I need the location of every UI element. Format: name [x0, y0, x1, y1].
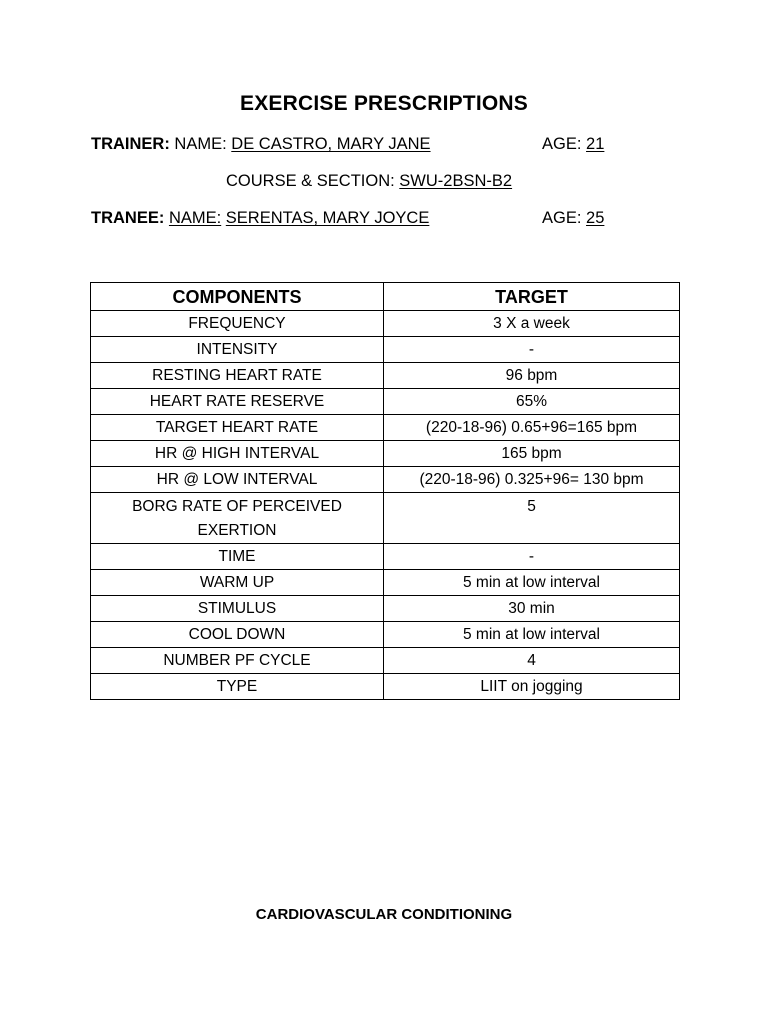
component-cell: HR @ LOW INTERVAL [91, 467, 384, 493]
table-header-row [91, 283, 680, 311]
tranee-name-value: SERENTAS, MARY JOYCE [225, 209, 430, 227]
prescription-table [90, 282, 680, 700]
tranee-age [542, 209, 604, 228]
table-row [91, 467, 680, 493]
component-cell: FREQUENCY [91, 311, 384, 337]
trainer-line [91, 135, 431, 154]
tranee-line [91, 209, 429, 228]
target-cell: - [384, 337, 680, 363]
trainer-label: TRAINER: [91, 135, 170, 153]
header-target: TARGET [384, 283, 680, 311]
tranee-label: TRANEE: [91, 209, 165, 227]
target-cell: 5 [384, 493, 680, 544]
course-line [226, 172, 512, 191]
component-cell: COOL DOWN [91, 622, 384, 648]
trainer-age-value: 21 [586, 135, 605, 153]
table-row [91, 544, 680, 570]
table-row [91, 596, 680, 622]
target-cell: 5 min at low interval [384, 622, 680, 648]
table-row [91, 311, 680, 337]
section-footer-title: CARDIOVASCULAR CONDITIONING [255, 906, 513, 923]
component-cell: BORG RATE OF PERCEIVED EXERTION [91, 493, 384, 544]
target-cell: (220-18-96) 0.65+96=165 bpm [384, 415, 680, 441]
component-cell: HEART RATE RESERVE [91, 389, 384, 415]
table-row [91, 415, 680, 441]
tranee-age-label: AGE: [542, 209, 582, 227]
target-cell: 3 X a week [384, 311, 680, 337]
table-row [91, 389, 680, 415]
component-cell: HR @ HIGH INTERVAL [91, 441, 384, 467]
table-row [91, 441, 680, 467]
component-cell: RESTING HEART RATE [91, 363, 384, 389]
tranee-name-label: NAME: [168, 209, 222, 227]
table-row [91, 570, 680, 596]
trainer-name-value: DE CASTRO, MARY JANE [231, 135, 431, 153]
component-cell: TYPE [91, 674, 384, 700]
table-row [91, 363, 680, 389]
table-row [91, 337, 680, 363]
component-cell: STIMULUS [91, 596, 384, 622]
course-label: COURSE & SECTION: [226, 172, 395, 190]
component-cell: INTENSITY [91, 337, 384, 363]
target-cell: 30 min [384, 596, 680, 622]
component-cell: WARM UP [91, 570, 384, 596]
header-components: COMPONENTS [91, 283, 384, 311]
target-cell: 165 bpm [384, 441, 680, 467]
tranee-age-value: 25 [586, 209, 605, 227]
course-value: SWU-2BSN-B2 [399, 172, 513, 190]
trainer-age [542, 135, 604, 154]
component-cell: TIME [91, 544, 384, 570]
table-row [91, 648, 680, 674]
trainer-age-label: AGE: [542, 135, 582, 153]
target-cell: 96 bpm [384, 363, 680, 389]
target-cell: LIIT on jogging [384, 674, 680, 700]
target-cell: - [384, 544, 680, 570]
component-cell: TARGET HEART RATE [91, 415, 384, 441]
table-row [91, 674, 680, 700]
table-row [91, 493, 680, 544]
table-row [91, 622, 680, 648]
target-cell: 4 [384, 648, 680, 674]
component-cell: NUMBER PF CYCLE [91, 648, 384, 674]
target-cell: (220-18-96) 0.325+96= 130 bpm [384, 467, 680, 493]
page-title: EXERCISE PRESCRIPTIONS [240, 92, 528, 115]
target-cell: 65% [384, 389, 680, 415]
target-cell: 5 min at low interval [384, 570, 680, 596]
trainer-name-label: NAME: [174, 135, 227, 153]
